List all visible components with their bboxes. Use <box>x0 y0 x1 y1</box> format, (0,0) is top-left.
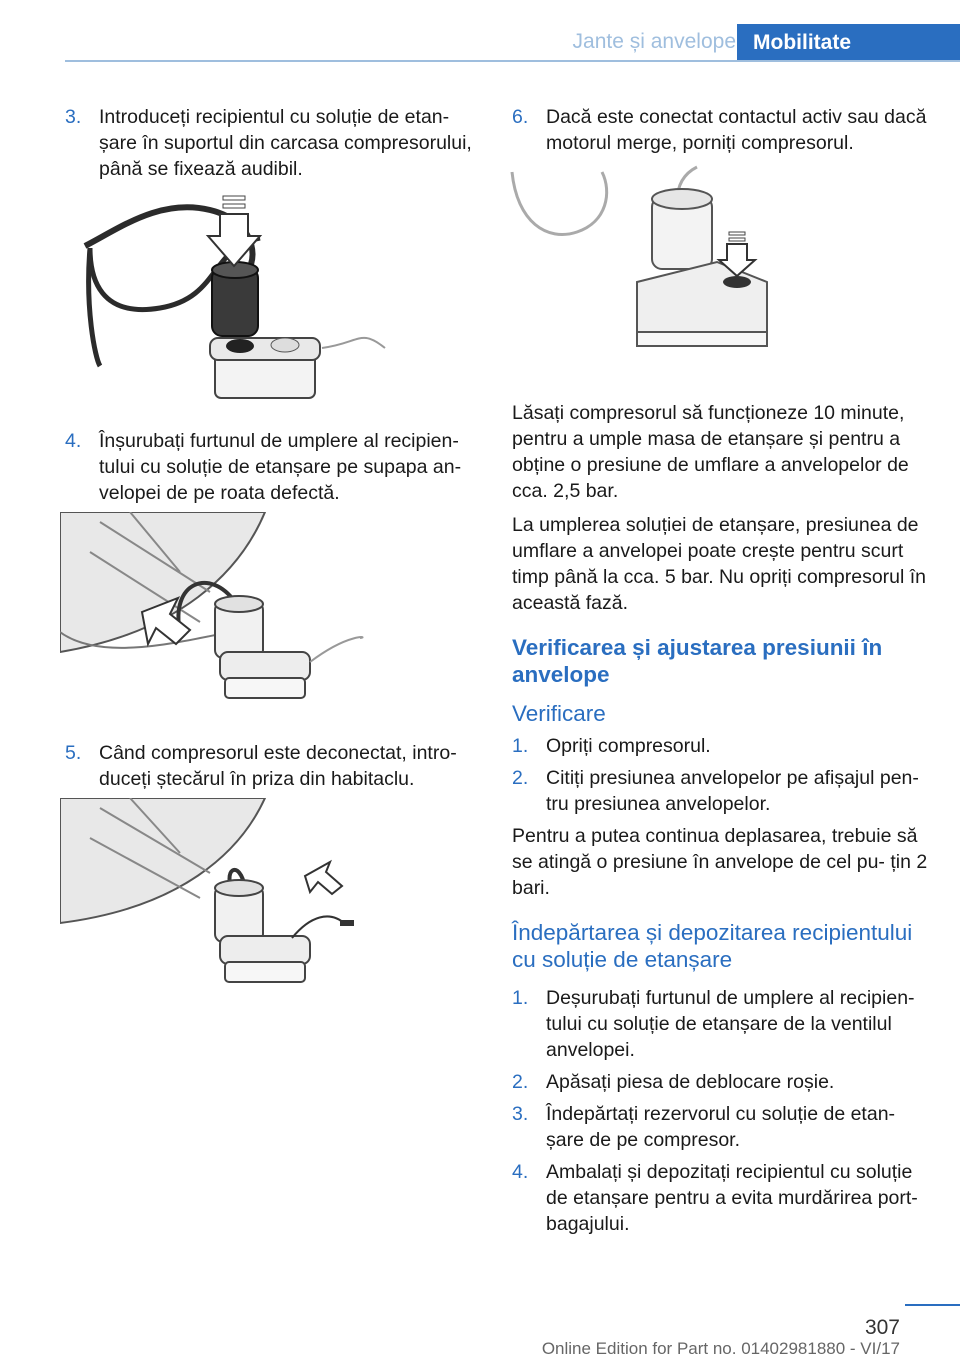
step-number: 4. <box>512 1161 529 1183</box>
remove-step-2 <box>512 1069 930 1095</box>
step-3 <box>65 104 480 182</box>
heading-remove-store: Îndepărtarea și depozitarea recipientului cu soluție de etanșare <box>512 920 913 972</box>
step-number: 3. <box>65 106 82 128</box>
left-column <box>65 104 480 998</box>
check-step-1 <box>512 733 930 759</box>
step-4 <box>65 428 480 506</box>
paragraph-min-pressure: Pentru a putea continua deplasarea, trebuie să se atingă o presiune în anvelope de cel pu‐ țin 2 bari. <box>512 825 928 899</box>
figure-connect-hose <box>60 512 480 740</box>
remove-step-3 <box>512 1101 930 1153</box>
step-text: Opriți compresorul. <box>546 735 711 757</box>
header-divider <box>65 60 960 62</box>
step-number: 6. <box>512 106 529 128</box>
step-number: 5. <box>65 742 82 764</box>
figure-plug-socket <box>60 798 480 998</box>
header-section-title: Jante și anvelope <box>572 30 736 53</box>
step-text: Îndepărtați rezervorul cu soluție de etan‐ șare de pe compresor. <box>546 1103 896 1151</box>
header-chapter-tab[interactable]: Mobilitate <box>737 24 960 62</box>
paragraph-pressure-note: La umplerea soluției de etanșare, presiunea de umflare a anvelopei poate crește pentru scurt timp până la cca. 5 bar. Nu opriți compresorul în această fază. <box>512 514 927 614</box>
step-number: 1. <box>512 987 529 1009</box>
step-text: Înșurubați furtunul de umplere al recipien‐ tului cu soluție de etanșare pe supapa an‐ velopei de pe roata defectă. <box>99 430 462 504</box>
figure-compressor-running <box>507 162 930 400</box>
step-number: 1. <box>512 735 529 757</box>
step-5 <box>65 740 480 792</box>
paragraph-run-compressor: Lăsați compresorul să funcționeze 10 minute, pentru a umple masa de etanșare și pentru a obține o presiune de umflare a anvelopelor de cca. 2,5 bar. <box>512 402 909 502</box>
footer-divider <box>905 1304 960 1306</box>
step-number: 2. <box>512 1071 529 1093</box>
step-text: Apăsați piesa de deblocare roșie. <box>546 1071 835 1093</box>
step-text: Când compresorul este deconectat, intro‐ duceți ștecărul în priza din habitaclu. <box>99 742 457 790</box>
check-step-2 <box>512 765 930 817</box>
step-text: Deșurubați furtunul de umplere al recipien‐ tului cu soluție de etanșare de la ventilul anvelopei. <box>546 987 915 1061</box>
step-text: Citiți presiunea anvelopelor pe afișajul pen‐ tru presiunea anvelopelor. <box>546 767 919 815</box>
step-number: 3. <box>512 1103 529 1125</box>
step-text: Introduceți recipientul cu soluție de etan‐ șare în suportul din carcasa compresorului, până se fixează audibil. <box>99 106 472 180</box>
heading-check-adjust: Verificarea și ajustarea presiunii în anvelope <box>512 635 883 687</box>
step-text: Dacă este conectat contactul activ sau dacă motorul merge, porniți compresorul. <box>546 106 927 154</box>
page-number: 307 <box>864 1316 900 1339</box>
remove-step-4 <box>512 1159 930 1237</box>
figure-insert-bottle <box>60 188 480 428</box>
step-text: Ambalați și depozitați recipientul cu soluție de etanșare pentru a evita murdărirea port‐ bagajului. <box>546 1161 918 1235</box>
edition-note: Online Edition for Part no. 01402981880 - VI/17 <box>541 1339 900 1358</box>
step-6 <box>512 104 930 156</box>
arrow-diagonal-icon <box>305 862 342 894</box>
step-number: 4. <box>65 430 82 452</box>
right-column <box>512 104 930 1243</box>
step-number: 2. <box>512 767 529 789</box>
heading-check: Verificare <box>512 701 606 726</box>
remove-step-1 <box>512 985 930 1063</box>
